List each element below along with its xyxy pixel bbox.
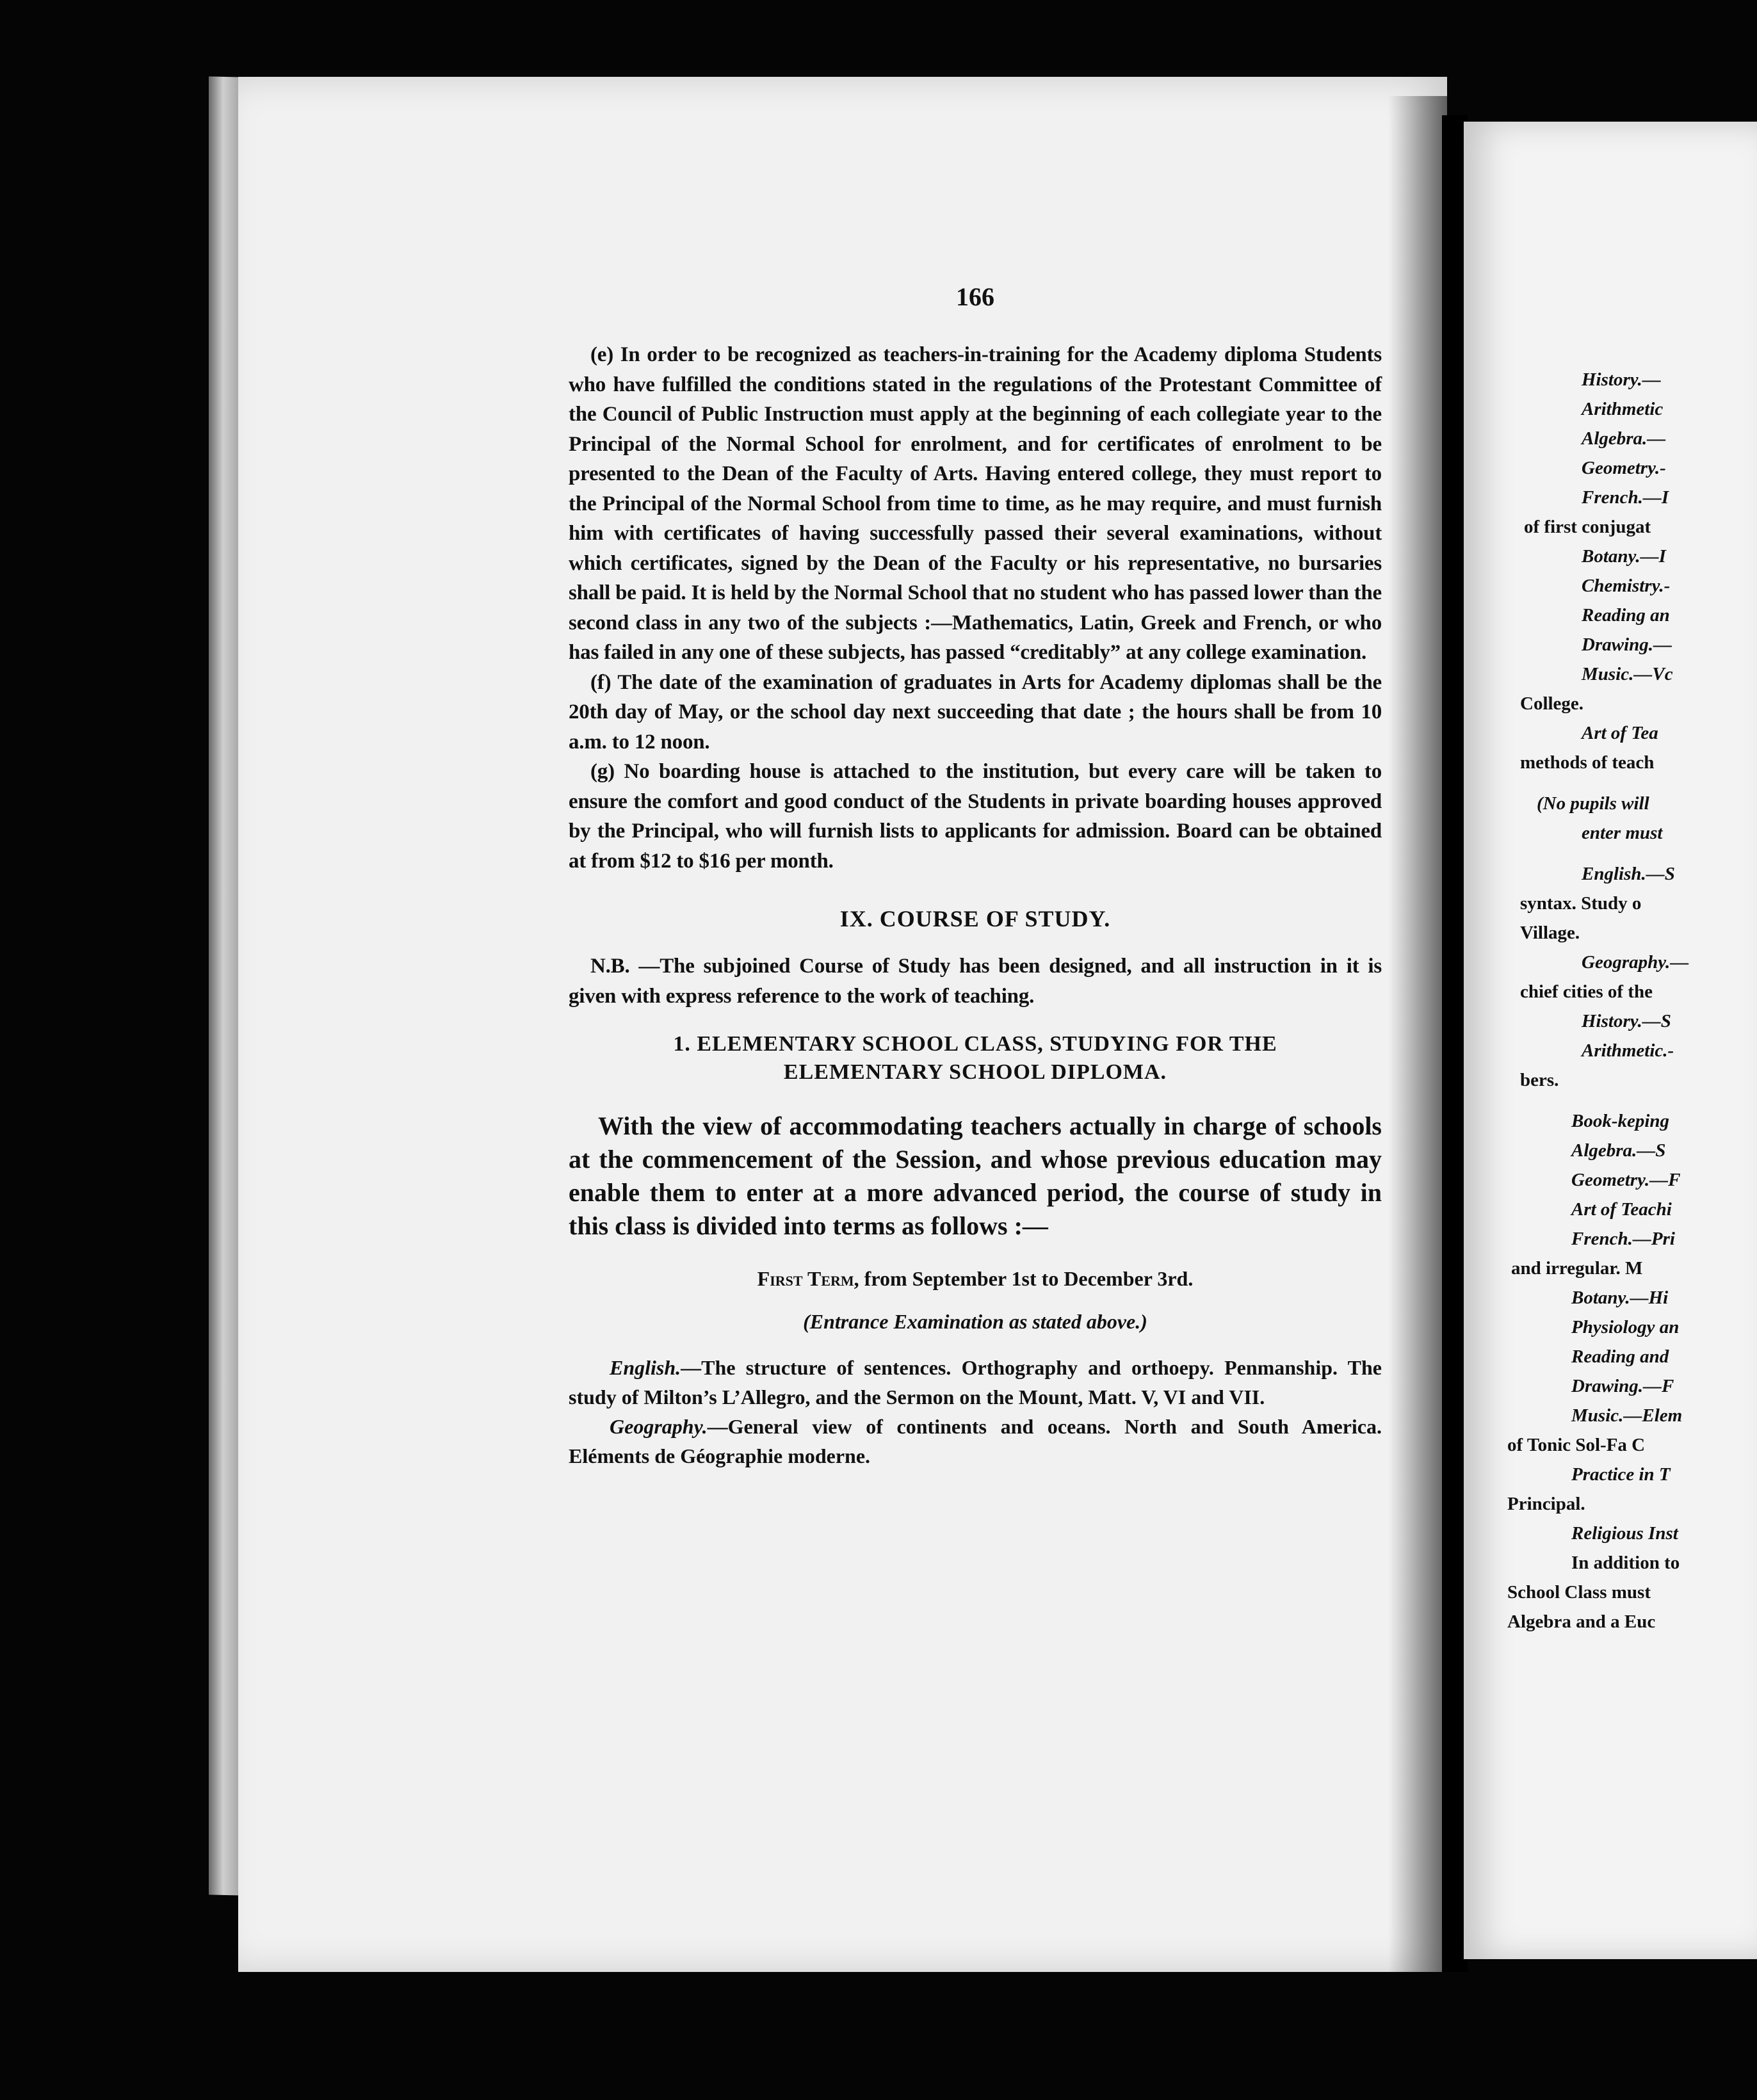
subject-geography xyxy=(569,1412,1382,1471)
right-line: Algebra and a Euc xyxy=(1507,1611,1656,1632)
right-line: chief cities of the xyxy=(1520,981,1653,1002)
term-label: First Term, xyxy=(757,1267,859,1290)
term-dates: from September 1st to December 3rd. xyxy=(864,1267,1194,1290)
right-line: of Tonic Sol-Fa C xyxy=(1507,1435,1646,1455)
right-line: Drawing.—F xyxy=(1571,1376,1674,1396)
right-line: College. xyxy=(1520,693,1584,714)
right-line: syntax. Study o xyxy=(1520,893,1642,914)
section-heading: IX. COURSE OF STUDY. xyxy=(839,906,1111,932)
right-line: Geography.— xyxy=(1582,952,1689,973)
right-line: English.—S xyxy=(1582,864,1675,884)
subheading-line-2: ELEMENTARY SCHOOL DIPLOMA. xyxy=(783,1060,1167,1084)
right-line: Art of Teachi xyxy=(1571,1199,1672,1220)
right-line: Algebra.— xyxy=(1582,428,1666,449)
nb-note: N.B. —The subjoined Course of Study has been designed, and all instruction in it is given with express reference to the work of teaching. xyxy=(569,955,1382,1008)
right-line: Arithmetic.- xyxy=(1582,1040,1674,1061)
right-line: Practice in T xyxy=(1571,1464,1671,1485)
right-line: (No pupils will xyxy=(1537,793,1649,814)
right-line: Drawing.— xyxy=(1582,634,1672,655)
right-line: Arithmetic xyxy=(1582,399,1664,419)
right-line: Reading and xyxy=(1571,1346,1669,1367)
right-line: French.—Pri xyxy=(1571,1229,1675,1249)
right-line: Village. xyxy=(1520,923,1580,943)
right-line: Principal. xyxy=(1507,1494,1585,1514)
paragraph-g: (g) No boarding house is attached to the institution, but every care will be taken to ensure the comfort and good conduct of the Students in private boarding houses approved by the Principal, who will furnish lists to applicants for admission. Board can be obtained at from $12 to $16 per month. xyxy=(569,760,1382,873)
paragraph-e: (e) In order to be recognized as teachers-in-training for the Academy diploma Students who have fulfilled the conditions stated in the regulations of the Protestant Committee of the Council of Public Instruction must apply at the beginning of each collegiate year to the Principal of the Normal School for enrolment, and for certificates of enrolment to be presented to the Dean of the Faculty of Arts. Having entered college, they must report to the Principal of the Normal School from time to time, as he may require, and must furnish him with certificates of having successfully passed their several examinations, without which certificates, signed by the Dean of the Faculty or his representative, no bursaries shall be paid. It is held by the Normal School that no student who has passed lower than the second class in any two of the subjects :—Mathematics, Latin, Greek and French, or who has failed in any one of these subjects, has passed “creditably” at any college examination. xyxy=(569,343,1382,664)
right-line: Art of Tea xyxy=(1582,723,1658,743)
right-line: methods of teach xyxy=(1520,752,1655,773)
right-line: Music.—Vc xyxy=(1582,664,1673,684)
subheading xyxy=(569,1030,1382,1086)
right-line: History.— xyxy=(1582,369,1661,390)
right-line: School Class must xyxy=(1507,1582,1651,1603)
right-line: Book-keping xyxy=(1571,1111,1670,1131)
right-line: Botany.—I xyxy=(1582,546,1666,567)
term-line xyxy=(569,1267,1382,1291)
right-line: of first conjugat xyxy=(1524,517,1651,537)
right-line: In addition to xyxy=(1571,1553,1680,1573)
right-line: Music.—Elem xyxy=(1571,1405,1683,1426)
paragraph-f: (f) The date of the examination of graduates in Arts for Academy diplomas shall be the 20th day of May, or the school day next succeeding that date ; the hours shall be from 10 a.m. to 12 noon. xyxy=(569,670,1382,754)
page-number: 166 xyxy=(956,282,994,311)
right-line: Physiology an xyxy=(1571,1317,1680,1337)
subject-name: English. xyxy=(610,1356,681,1379)
subject-english xyxy=(569,1353,1382,1412)
right-page-text xyxy=(1507,365,1757,1636)
right-line: Religious Inst xyxy=(1571,1523,1678,1544)
subject-text: —The structure of sentences. Orthography and orthoepy. Penmanship. The study of Milton’s L’Allegro, and the Sermon on the Mount, Matt. V, VI and VII. xyxy=(569,1356,1382,1409)
right-line: bers. xyxy=(1520,1070,1559,1090)
subject-text: —General view of continents and oceans. North and South America. Eléments de Géographie moderne. xyxy=(569,1415,1382,1467)
right-line: and irregular. M xyxy=(1511,1258,1643,1279)
right-line: Algebra.—S xyxy=(1571,1140,1666,1161)
right-line: Reading an xyxy=(1582,605,1670,626)
right-line: French.—I xyxy=(1582,487,1669,508)
right-line: Geometry.—F xyxy=(1571,1170,1681,1190)
right-line: enter must xyxy=(1582,823,1663,843)
entrance-note: (Entrance Examination as stated above.) xyxy=(803,1310,1147,1333)
left-page-text xyxy=(569,282,1382,1471)
intro-paragraph: With the view of accommodating teachers actually in charge of schools at the commencement of the Session, and whose previous education may enable them to enter at a more advanced period, the course of study in this class is divided into terms as follows :— xyxy=(569,1111,1382,1240)
subheading-line-1: 1. ELEMENTARY SCHOOL CLASS, STUDYING FOR THE xyxy=(673,1032,1277,1056)
right-line: Geometry.- xyxy=(1582,458,1666,478)
page-gutter xyxy=(1388,96,1447,1972)
right-line: History.—S xyxy=(1582,1011,1671,1031)
subject-name: Geography. xyxy=(610,1415,708,1438)
right-line: Chemistry.- xyxy=(1582,576,1671,596)
right-line: Botany.—Hi xyxy=(1571,1288,1669,1308)
